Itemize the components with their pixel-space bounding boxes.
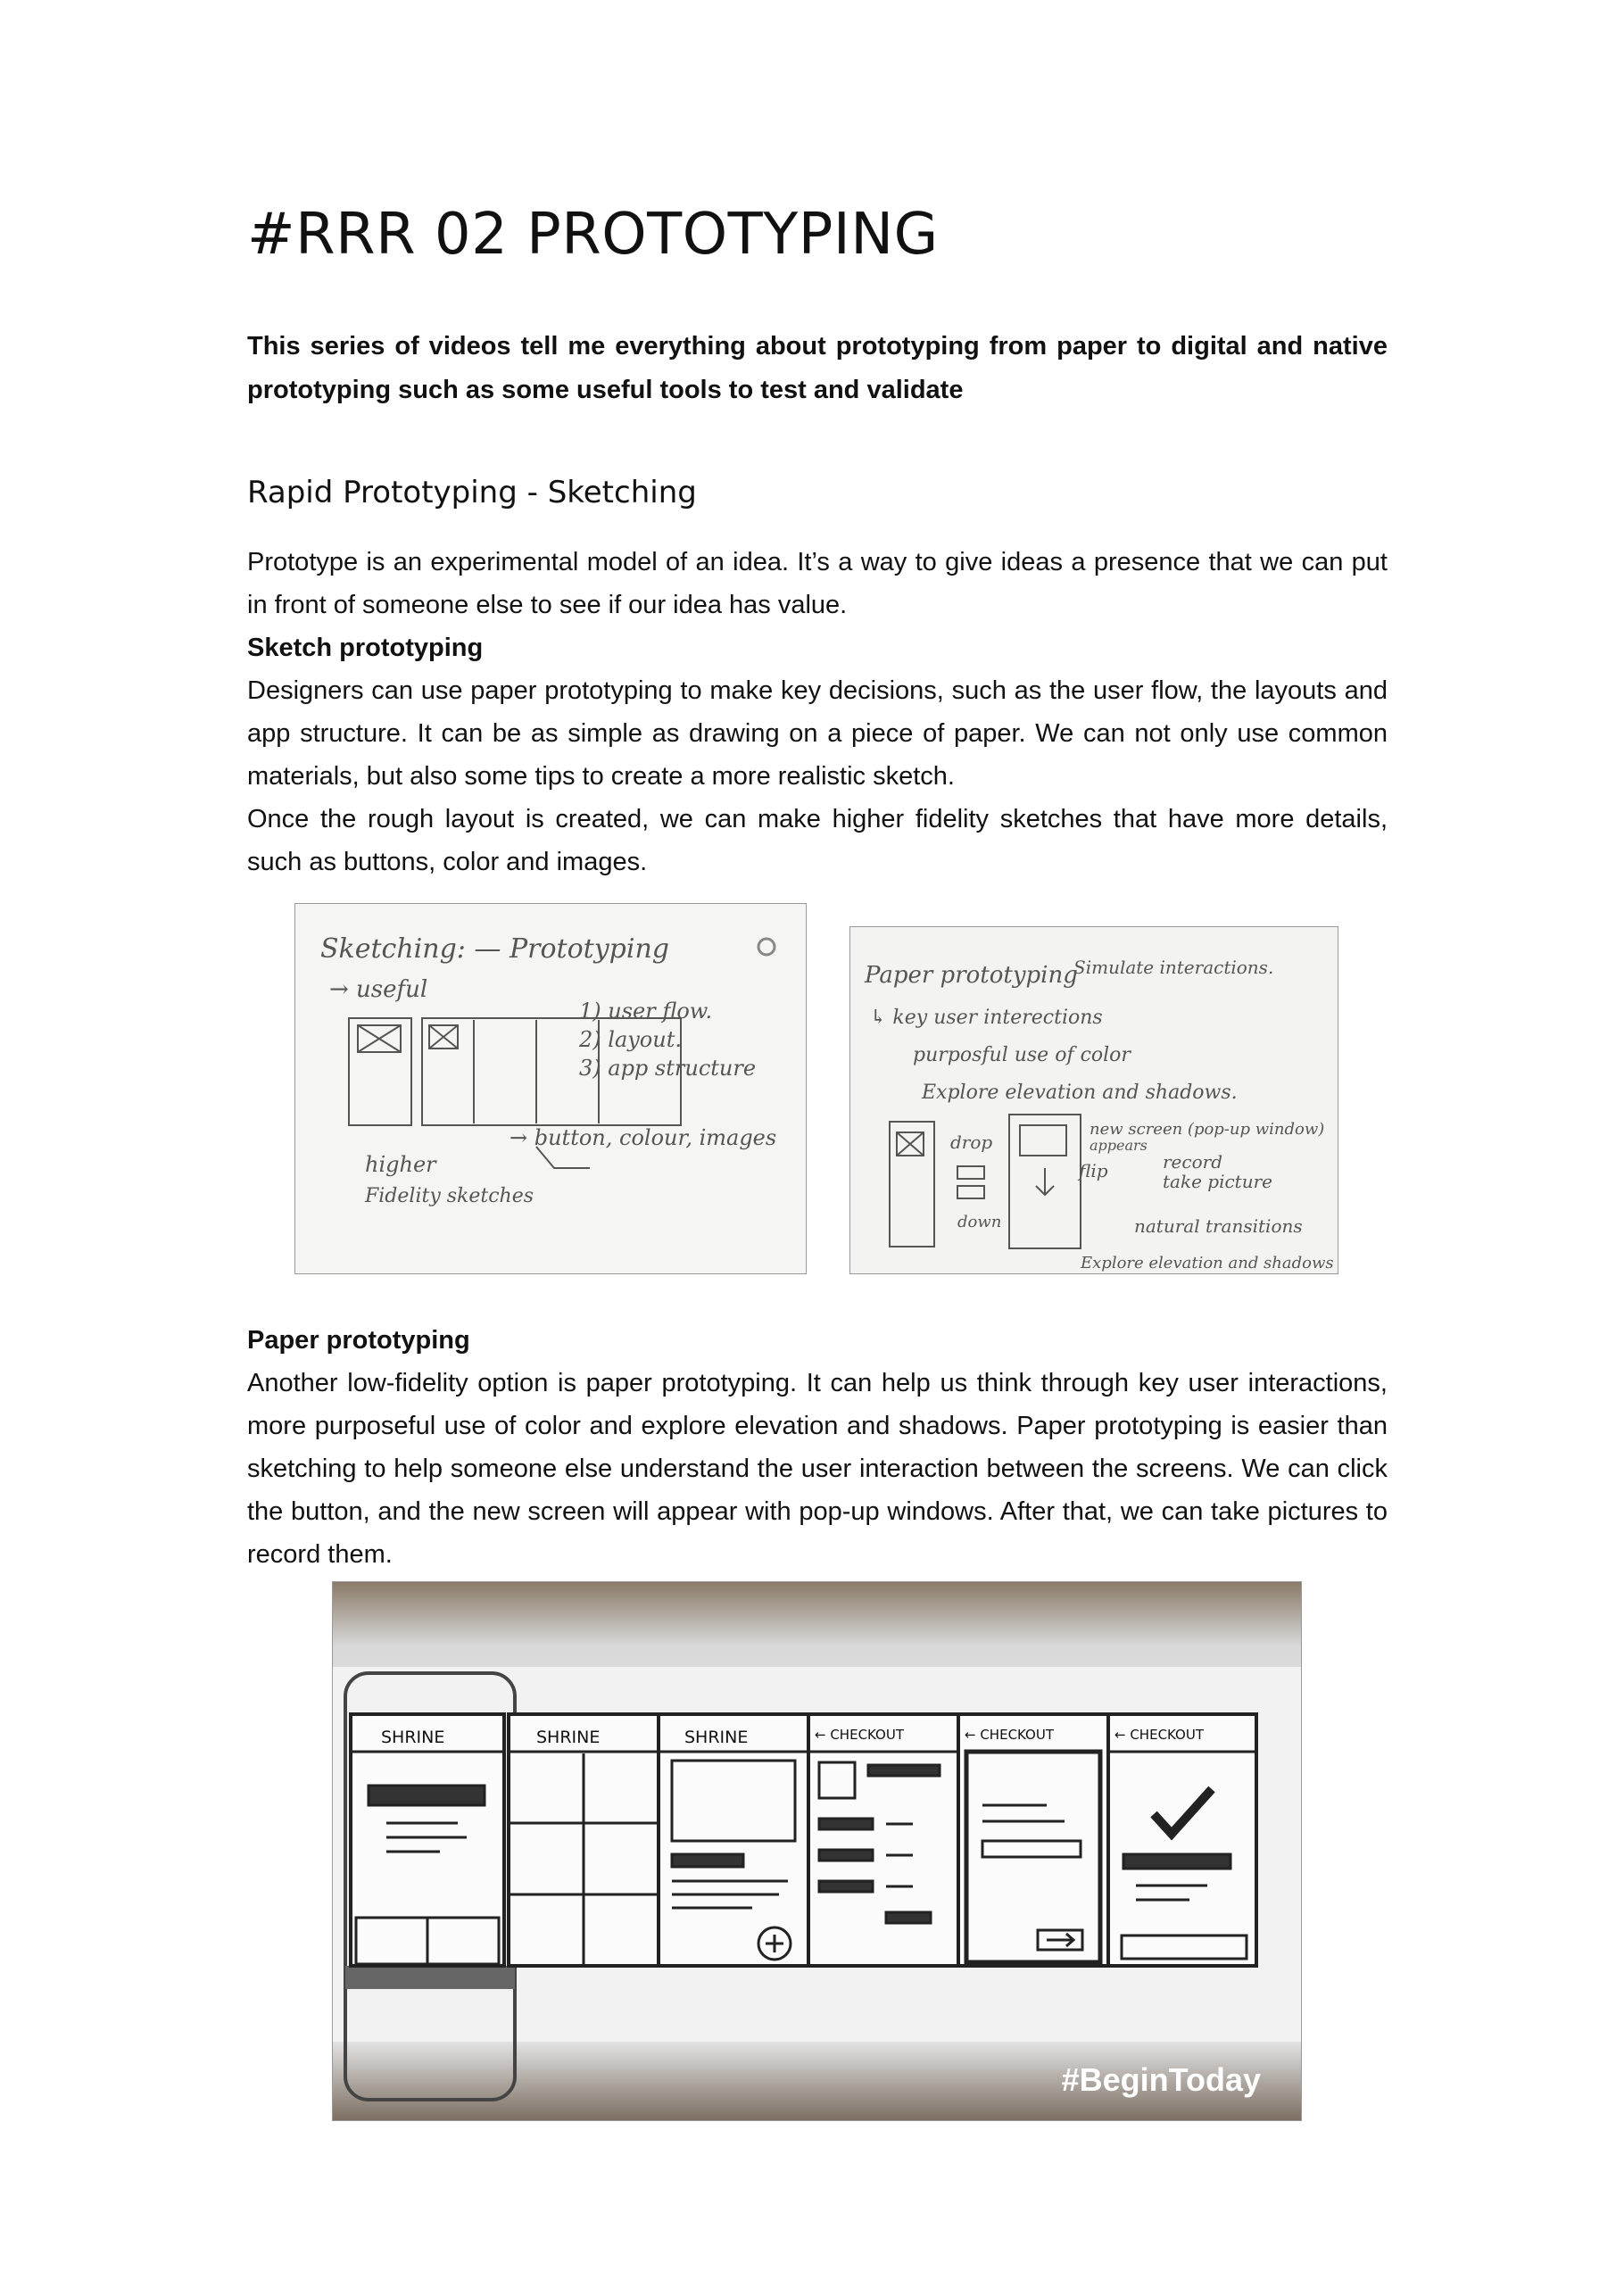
card1-item-2: 2) layout. xyxy=(579,1027,682,1052)
card1-higher: higher xyxy=(365,1152,436,1177)
card2-appears: appears xyxy=(1090,1137,1148,1154)
screen-2-label: SHRINE xyxy=(536,1728,601,1747)
card2-take: take picture xyxy=(1163,1171,1272,1192)
card2-record: record xyxy=(1163,1151,1223,1173)
card2-line-3: Explore elevation and shadows. xyxy=(922,1082,1238,1104)
card2-explore: Explore elevation and shadows xyxy=(1081,1254,1334,1272)
card1-title: Sketching: — Prototyping xyxy=(320,933,669,965)
wireframe-photo xyxy=(332,1581,1302,2121)
paragraph-paper: Another low-fidelity option is paper prototyping. It can help us think through key user interactions, more purposeful use of color and explore elevation and shadows. Paper prototyping is easier than sketching to help someone else understand the user interaction between the screens. We can click the button, and the new screen will appear with pop-up windows. After that, we can take pictures to record them. xyxy=(247,1369,1388,1569)
section-title: Rapid Prototyping - Sketching xyxy=(247,475,697,510)
card2-line-1: ↳ key user interections xyxy=(870,1007,1103,1029)
card2-down: down xyxy=(957,1213,1002,1231)
screen-3-label: SHRINE xyxy=(684,1728,749,1747)
paragraph-fidelity: Once the rough layout is created, we can make higher fidelity sketches that have more details, such as buttons, color and images. xyxy=(247,805,1388,876)
card2-line-2: purposful use of color xyxy=(913,1044,1131,1066)
card1-useful: → useful xyxy=(329,976,428,1003)
screen-4-label: ← CHECKOUT xyxy=(815,1727,905,1743)
card2-new-screen: new screen (pop-up window) xyxy=(1090,1120,1325,1139)
card1-fidelity: Fidelity sketches xyxy=(365,1185,534,1207)
sketching-photo xyxy=(294,903,807,1274)
paragraph-prototype: Prototype is an experimental model of an idea. It’s a way to give ideas a presence that we can put in front of someone else to see if our idea has value. xyxy=(247,548,1388,619)
card2-flip: flip xyxy=(1079,1160,1108,1181)
card1-buttons: → button, colour, images xyxy=(510,1125,777,1150)
paragraph-sketch: Designers can use paper prototyping to make key decisions, such as the user flow, the layouts and app structure. It can be as simple as drawing on a piece of paper. We can not only use common materials, but also some tips to create a more realistic sketch. xyxy=(247,676,1388,791)
screen-5-label: ← CHECKOUT xyxy=(965,1727,1055,1743)
intro-paragraph: This series of videos tell me everything about prototyping from paper to digital and native prototyping such as some useful tools to test and validate xyxy=(247,332,1388,404)
card2-natural: natural transitions xyxy=(1134,1215,1303,1237)
card1-item-1: 1) user flow. xyxy=(579,999,713,1024)
paper-heading: Paper prototyping xyxy=(247,1326,470,1355)
card2-title: Paper prototyping xyxy=(865,962,1078,989)
screen-1-label: SHRINE xyxy=(381,1728,445,1747)
begin-today-tag: #BeginToday xyxy=(1061,2061,1261,2098)
sketch-heading: Sketch prototyping xyxy=(247,634,484,662)
card1-item-3: 3) app structure xyxy=(579,1056,757,1081)
card2-simulate: Simulate interactions. xyxy=(1073,957,1274,978)
paper-prototyping-photo xyxy=(849,926,1338,1274)
page-title: #RRR 02 PROTOTYPING xyxy=(247,202,939,268)
screen-6-label: ← CHECKOUT xyxy=(1114,1727,1205,1743)
card2-drop: drop xyxy=(950,1131,993,1153)
